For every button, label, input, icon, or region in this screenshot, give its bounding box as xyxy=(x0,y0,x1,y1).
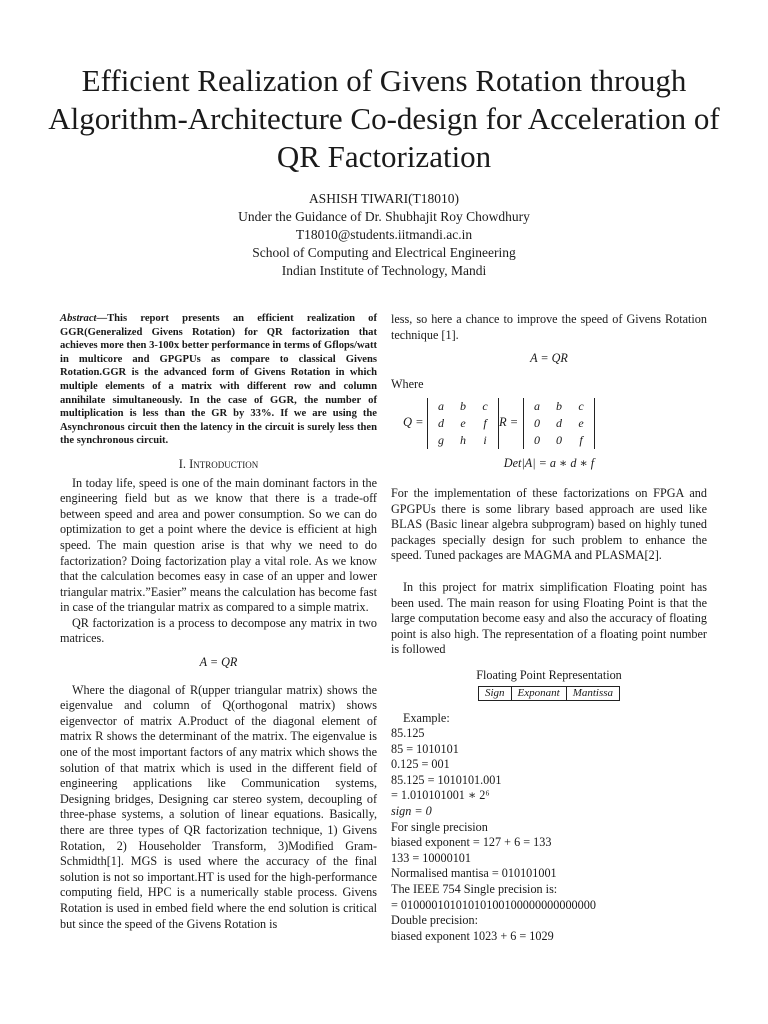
fp-mantissa-cell: Mantissa xyxy=(566,686,619,700)
author-institute: Indian Institute of Technology, Mandi xyxy=(281,263,487,278)
fp-caption: Floating Point Representation xyxy=(476,667,622,682)
left-column xyxy=(60,312,377,932)
q-cell: e xyxy=(460,416,466,431)
author-block xyxy=(60,190,708,280)
right-paragraph-1: less, so here a chance to improve the speed of Givens Rotation technique [1]. xyxy=(391,312,707,342)
where-label: Where xyxy=(391,376,424,391)
determinant-equation: Det|A| = a ∗ d ∗ f xyxy=(503,456,595,471)
example-line: 85.125 xyxy=(391,726,425,741)
r-cell: 0 xyxy=(534,433,540,448)
r-cell: 0 xyxy=(534,416,540,431)
q-cell: i xyxy=(483,433,487,448)
q-cell: a xyxy=(438,399,444,414)
abstract-label: Abstract xyxy=(60,313,97,324)
example-label: Example: xyxy=(403,710,450,725)
author-email: T18010@students.iitmandi.ac.in xyxy=(295,227,473,242)
example-line: 85.125 = 1010101.001 xyxy=(391,772,502,787)
section-heading xyxy=(60,457,377,473)
r-cell: a xyxy=(534,399,540,414)
section-number: I. xyxy=(178,456,186,471)
r-cell: c xyxy=(578,399,584,414)
r-cell: e xyxy=(578,416,584,431)
example-line: = 1.010101001 ∗ 2⁶ xyxy=(391,788,490,803)
right-paragraph-2: For the implementation of these factorizations on FPGA and GPGPUs there is some library based approach are used like BLAS (Basic linear algebra subprogram) based on highly tuned packages specially design for such problem to enhance the speed. Tuned packages are MAGMA and PLASMA[2]. xyxy=(391,485,707,563)
intro-paragraph-1: In today life, speed is one of the main dominant factors in the engineering field but as we know that there is a trade-off between speed and area and power consumption. So we can do optimization to get a point where the device is efficient at high speed. The main question arise is that why we need to do factorization? Doing factorization play a vital role. As we know that the calculation becomes easy in case of an upper and lower triangular matrix.”Easier” means the calculation has become fast in case of the triangular matrix as compared to a simple matrix. xyxy=(60,475,377,615)
example-line: Normalised mantisa = 010101001 xyxy=(391,866,557,881)
r-cell: 0 xyxy=(556,433,562,448)
matrix-block xyxy=(391,398,707,452)
intro-paragraph-2: QR factorization is a process to decompose any matrix in two matrices. xyxy=(60,615,377,646)
example-line: biased exponent 1023 + 6 = 1029 xyxy=(391,928,554,943)
example-line: = 01000010101010100100000000000000 xyxy=(391,897,596,912)
q-label: Q = xyxy=(403,415,424,430)
author-name: ASHISH TIWARI(T18010) xyxy=(308,191,460,206)
example-line: 85 = 1010101 xyxy=(391,741,459,756)
intro-paragraph-3: Where the diagonal of R(upper triangular matrix) shows the eigenvalue and column of Q(orthogonal matrix) shows eigenvector of matrix A.Product of the diagonal element of matrix R shows the determinant of the matrix. The eigenvalue is one of the most important factors of any matrix which shows the solution of that matrix which is used in the different field of engineering applications like Communication systems, Designing bridges, Designing car stereo system, decoupling of three-phase systems, a solution of linear equations. Basically, there are three types of QR factorization technique, 1) Givens Rotation, 2) Householder Transform, 3)Modified Gram-Schmidth[1]. MGS is used where the accuracy of the final solution is not so important.HT is used for the high-performance computing field, HPC is a numerically stable process. Givens Rotation is used in embed field where the end solution is critical but since the speed of the Givens Rotation is xyxy=(60,682,377,931)
r-matrix xyxy=(523,398,595,449)
equation-a-qr-2: A = QR xyxy=(530,351,568,366)
right-paragraph-3: In this project for matrix simplification Floating point has been used. The main reason for using Floating Point is that the large computation become easy and also the accuracy of floating point is also high. The representation of a floating point number is followed xyxy=(391,579,707,657)
q-cell: h xyxy=(460,433,466,448)
r-cell: b xyxy=(556,399,562,414)
example-line: biased exponent = 127 + 6 = 133 xyxy=(391,835,552,850)
example-line: For single precision xyxy=(391,819,488,834)
section-title: Introduction xyxy=(189,456,259,471)
paper-title: Efficient Realization of Givens Rotation through Algorithm-Architecture Co-design for Acceleration of QR Factorization xyxy=(48,63,720,174)
fp-representation-table xyxy=(478,686,620,701)
r-label: R = xyxy=(499,415,519,430)
example-line: Double precision: xyxy=(391,913,478,928)
right-column xyxy=(391,312,707,944)
q-cell: d xyxy=(438,416,444,431)
example-line: 133 = 10000101 xyxy=(391,850,471,865)
abstract-text: —This report presents an efficient realization of GGR(Generalized Givens Rotation) for QR factorization that achieves more then 3-100x better performance in terms of Gflops/watt in multicore and GPGPUs as compare to classical Givens Rotation.GGR is the advanced form of Givens Rotation in which multiple elements of a matrix with different row and column annihilate simultaneously. In the case of GGR, the number of multiplication is less than the GR by 33%. If we are using the Asynchronous circuit then the latency in the circuit is surely less then the synchronous circuit. xyxy=(60,313,377,447)
q-cell: f xyxy=(483,416,487,431)
fp-sign-cell: Sign xyxy=(478,686,511,700)
example-line: sign = 0 xyxy=(391,804,432,819)
q-matrix xyxy=(427,398,499,449)
q-cell: b xyxy=(460,399,466,414)
fp-exponent-cell: Exponant xyxy=(511,686,566,700)
r-cell: d xyxy=(556,416,562,431)
example-line: The IEEE 754 Single precision is: xyxy=(391,882,558,897)
advisor-line: Under the Guidance of Dr. Shubhajit Roy Chowdhury xyxy=(238,209,530,224)
example-line: 0.125 = 001 xyxy=(391,757,450,772)
q-cell: g xyxy=(438,433,444,448)
author-school: School of Computing and Electrical Engineering xyxy=(252,245,516,260)
r-cell: f xyxy=(579,433,583,448)
q-cell: c xyxy=(482,399,488,414)
equation-a-qr: A = QR xyxy=(199,655,238,670)
abstract xyxy=(60,312,377,448)
example-block xyxy=(391,711,707,945)
